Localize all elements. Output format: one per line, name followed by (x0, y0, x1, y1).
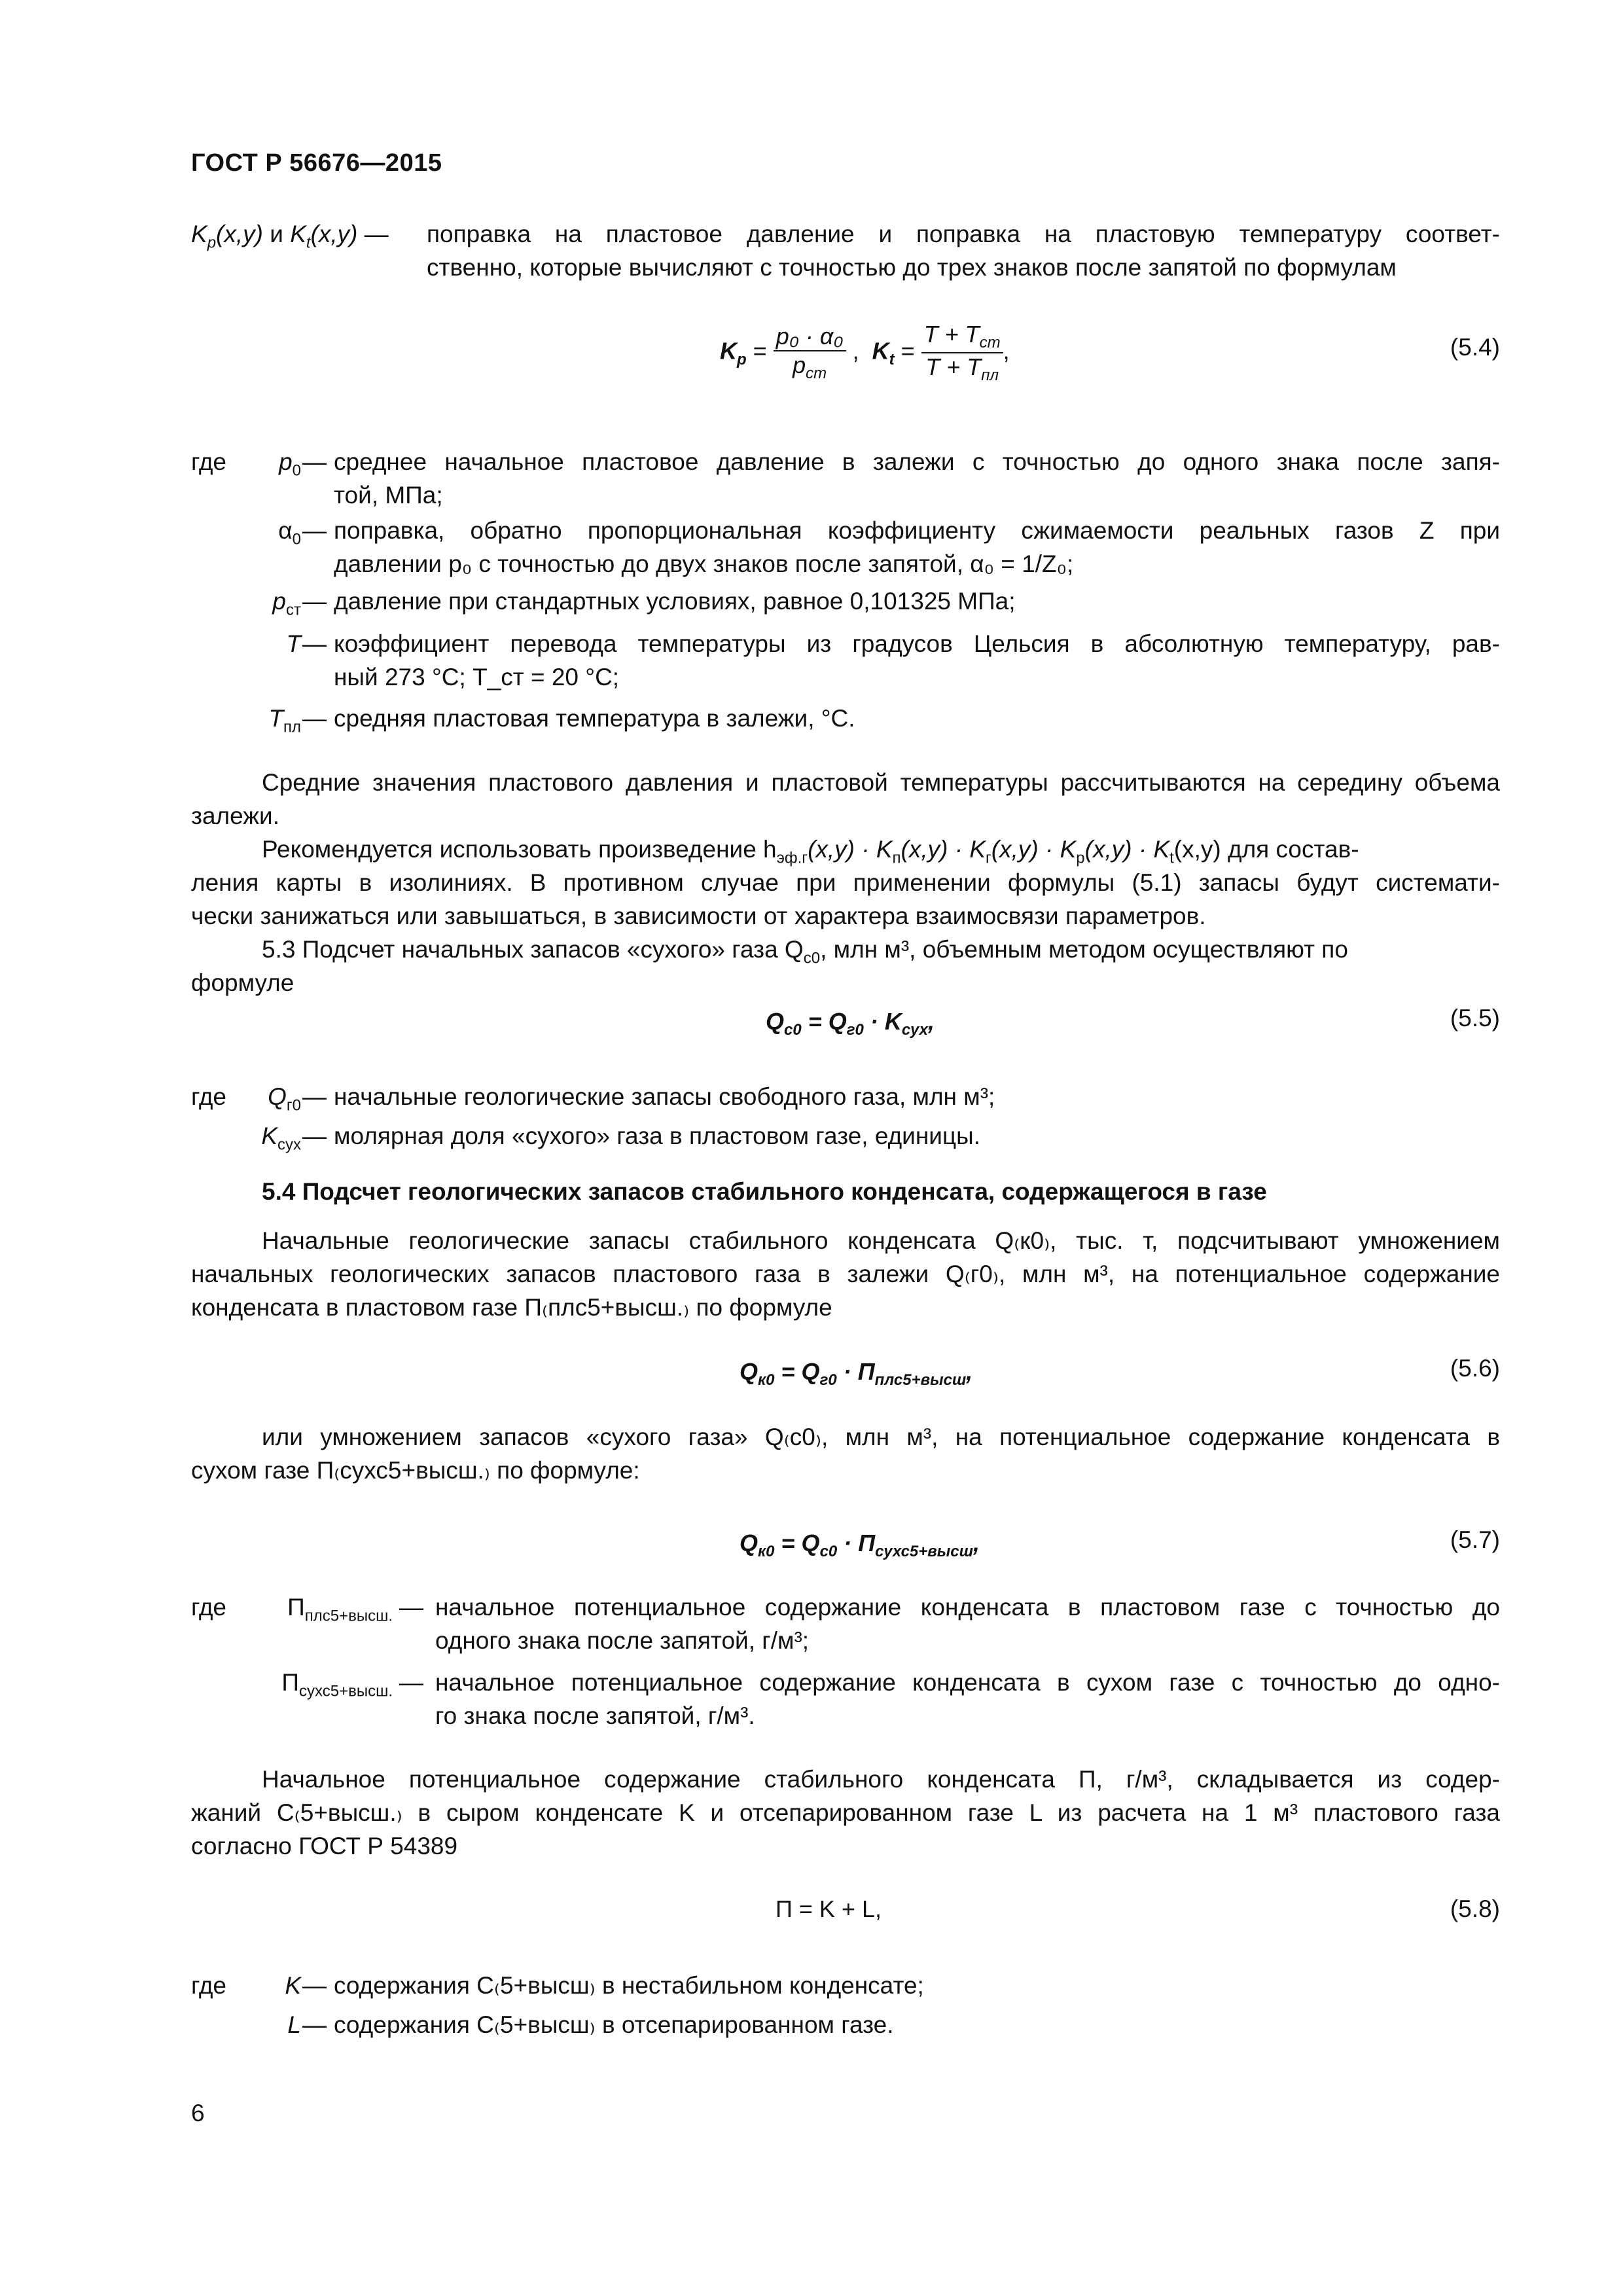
where-label-4: где (191, 1972, 227, 1999)
def-symbol-T: T (286, 630, 301, 657)
def-text-T-2: ный 273 °С; T_ст = 20 °С; (334, 664, 620, 691)
paragraph-dry-gas-line-2: сухом газе П₍сухс5+высш.₎ по формуле: (191, 1457, 640, 1484)
def-text-Psux-1: начальное потенциальное содержание конденсата в сухом газе с точностью до одно- (435, 1669, 1500, 1696)
def-text-pst: давление при стандартных условиях, равное 0,101325 МПа; (334, 588, 1016, 615)
def-dash: — (399, 1594, 423, 1621)
def-dash: — (302, 630, 327, 657)
fraction-kt: $\frac{T + T_{ст}}{T + T_{пл}}$ (921, 321, 1003, 385)
paragraph-dry-gas-line-1: или умножением запасов «сухого газа» Q₍с0₎, млн м³, на потенциальное содержание конденсата в (262, 1424, 1500, 1450)
def-text-alpha0-1: поправка, обратно пропорциональная коэффициенту сжимаемости реальных газов Z при (334, 517, 1500, 544)
def-symbol-Tpl: $T_{пл}$ (268, 705, 301, 736)
def-text-Psux-2: го знака после запятой, г/м³. (435, 1702, 755, 1729)
paragraph-5-4-line-2: начальных геологических запасов пластового газа в залежи Q₍г0₎, млн м³, на потенциальное содержание (191, 1261, 1500, 1287)
paragraph-recommend-line-2: ления карты в изолиниях. В противном случае при применении формулы (5.1) запасы будут системати- (191, 869, 1500, 896)
paragraph-5-4-line-3: конденсата в пластовом газе П₍плс5+высш.₎ по формуле (191, 1294, 832, 1321)
def-text-p0-1: среднее начальное пластовое давление в залежи с точностью до одного знака после запя- (334, 448, 1500, 475)
def-text-L: содержания C₍5+высш₎ в отсепарированном газе. (334, 2011, 894, 2038)
paragraph-potential-line-2: жаний C₍5+высш.₎ в сыром конденсате K и отсепарированном газе L из расчета на 1 м³ пластового газа (191, 1799, 1500, 1826)
def-text-alpha0-2: давлении p₀ с точностью до двух знаков после запятой, α₀ = 1/Z₀; (334, 550, 1074, 577)
formula-number-5-7: (5.7) (1450, 1526, 1500, 1553)
def-symbol-Pplc: $П_{плс5+высш.}$ (287, 1594, 393, 1625)
paragraph-recommend-line-1: Рекомендуется использовать произведение $h_{эф.г}(x,y) \cdot K_п(x,y) \cdot K_г(x,y) \cdot K_p(x,y) \cdot K_t(x,y)$ для состав- (262, 836, 1359, 867)
def-text-Pplc-1: начальное потенциальное содержание конденсата в пластовом газе с точностью до (435, 1594, 1500, 1621)
where-label-3: где (191, 1594, 227, 1621)
def-text-K: содержания C₍5+высш₎ в нестабильном конденсате; (334, 1972, 924, 1999)
page-number: 6 (191, 2100, 205, 2126)
formula-number-5-4: (5.4) (1450, 334, 1500, 361)
def-text-Tpl: средняя пластовая температура в залежи, °С. (334, 705, 855, 732)
paragraph-potential-line-1: Начальное потенциальное содержание стабильного конденсата П, г/м³, складывается из содер- (262, 1766, 1500, 1793)
def-text-Qg0: начальные геологические запасы свободного газа, млн м³; (334, 1083, 995, 1110)
def-dash: — (302, 517, 327, 544)
def-text-T-1: коэффициент перевода температуры из градусов Цельсия в абсолютную температуру, рав- (334, 630, 1500, 657)
def-symbol-Ksux: $K_{сух}$ (261, 1122, 301, 1154)
def-dash: — (302, 1083, 327, 1110)
formula-5-8: П = K + L, (776, 1895, 882, 1922)
def-symbol-pst: $p_{ст}$ (272, 588, 301, 619)
where-label-2: где (191, 1083, 227, 1110)
intro-term-text-2: ственно, которые вычисляют с точностью до трех знаков после запятой по формулам (427, 254, 1397, 281)
section-heading-5-4: 5.4 Подсчет геологических запасов стабильного конденсата, содержащегося в газе (262, 1178, 1267, 1205)
paragraph-5-3-line-2: формуле (191, 969, 294, 996)
where-label-1: где (191, 448, 227, 475)
fraction-kp: $\frac{\text{p₀ · α₀}}{p_{ст}}$ (774, 323, 846, 383)
def-dash: — (302, 588, 327, 615)
def-dash: — (302, 1972, 327, 1999)
formula-5-6: $Q_{к0} = Q_{г0} \cdot П_{плс5+высш}$, (740, 1358, 973, 1390)
def-text-p0-2: той, МПа; (334, 482, 443, 509)
def-text-Pplc-2: одного знака после запятой, г/м³; (435, 1627, 810, 1654)
def-symbol-K: K (285, 1972, 301, 1999)
def-symbol-p0: $p_0$ (279, 448, 301, 480)
formula-number-5-8: (5.8) (1450, 1895, 1500, 1922)
paragraph-average-values: Средние значения пластового давления и пластовой температуры рассчитываются на середину объема залежи. (191, 769, 1500, 829)
def-dash: — (399, 1669, 423, 1696)
formula-number-5-5: (5.5) (1450, 1005, 1500, 1031)
paragraph-potential-line-3: согласно ГОСТ Р 54389 (191, 1833, 458, 1859)
def-symbol-alpha0: $\alpha_0$ (278, 517, 301, 548)
def-dash: — (302, 1122, 327, 1149)
paragraph-recommend-line-3: чески занижаться или завышаться, в зависимости от характера взаимосвязи параметров. (191, 903, 1206, 929)
intro-term-text-1: поправка на пластовое давление и поправка на пластовую температуру соответ- (427, 221, 1500, 247)
formula-5-5: $Q_{с0} = Q_{г0} \cdot K_{сух}$, (766, 1008, 935, 1039)
standard-header: ГОСТ Р 56676—2015 (191, 149, 442, 177)
paragraph-5-3-line-1: 5.3 Подсчет начальных запасов «сухого» газа $Q_{с0}$, млн м³, объемным методом осуществляют по (262, 936, 1348, 967)
formula-5-4: $K_p$ = $\frac{\text{p₀ · α₀}}{p_{ст}}$ , $K_t$ = $\frac{T + T_{ст}}{T + T_{пл}}$ , (720, 321, 1010, 385)
intro-term-label: $K_p(x,y)$ и $K_t(x,y)$ — (191, 221, 389, 252)
def-dash: — (302, 448, 327, 475)
def-dash: — (302, 2011, 327, 2038)
def-symbol-Psux: $П_{сухс5+высш.}$ (281, 1669, 393, 1700)
formula-5-7: $Q_{к0} = Q_{с0} \cdot П_{сухс5+высш}$, (740, 1530, 980, 1561)
formula-number-5-6: (5.6) (1450, 1355, 1500, 1382)
def-symbol-Qg0: $Q_{г0}$ (268, 1083, 301, 1115)
def-symbol-L: L (287, 2011, 301, 2038)
paragraph-5-4-line-1: Начальные геологические запасы стабильного конденсата Q₍к0₎, тыс. т, подсчитывают умножением (262, 1227, 1500, 1254)
def-dash: — (302, 705, 327, 732)
def-text-Ksux: молярная доля «сухого» газа в пластовом газе, единицы. (334, 1122, 981, 1149)
